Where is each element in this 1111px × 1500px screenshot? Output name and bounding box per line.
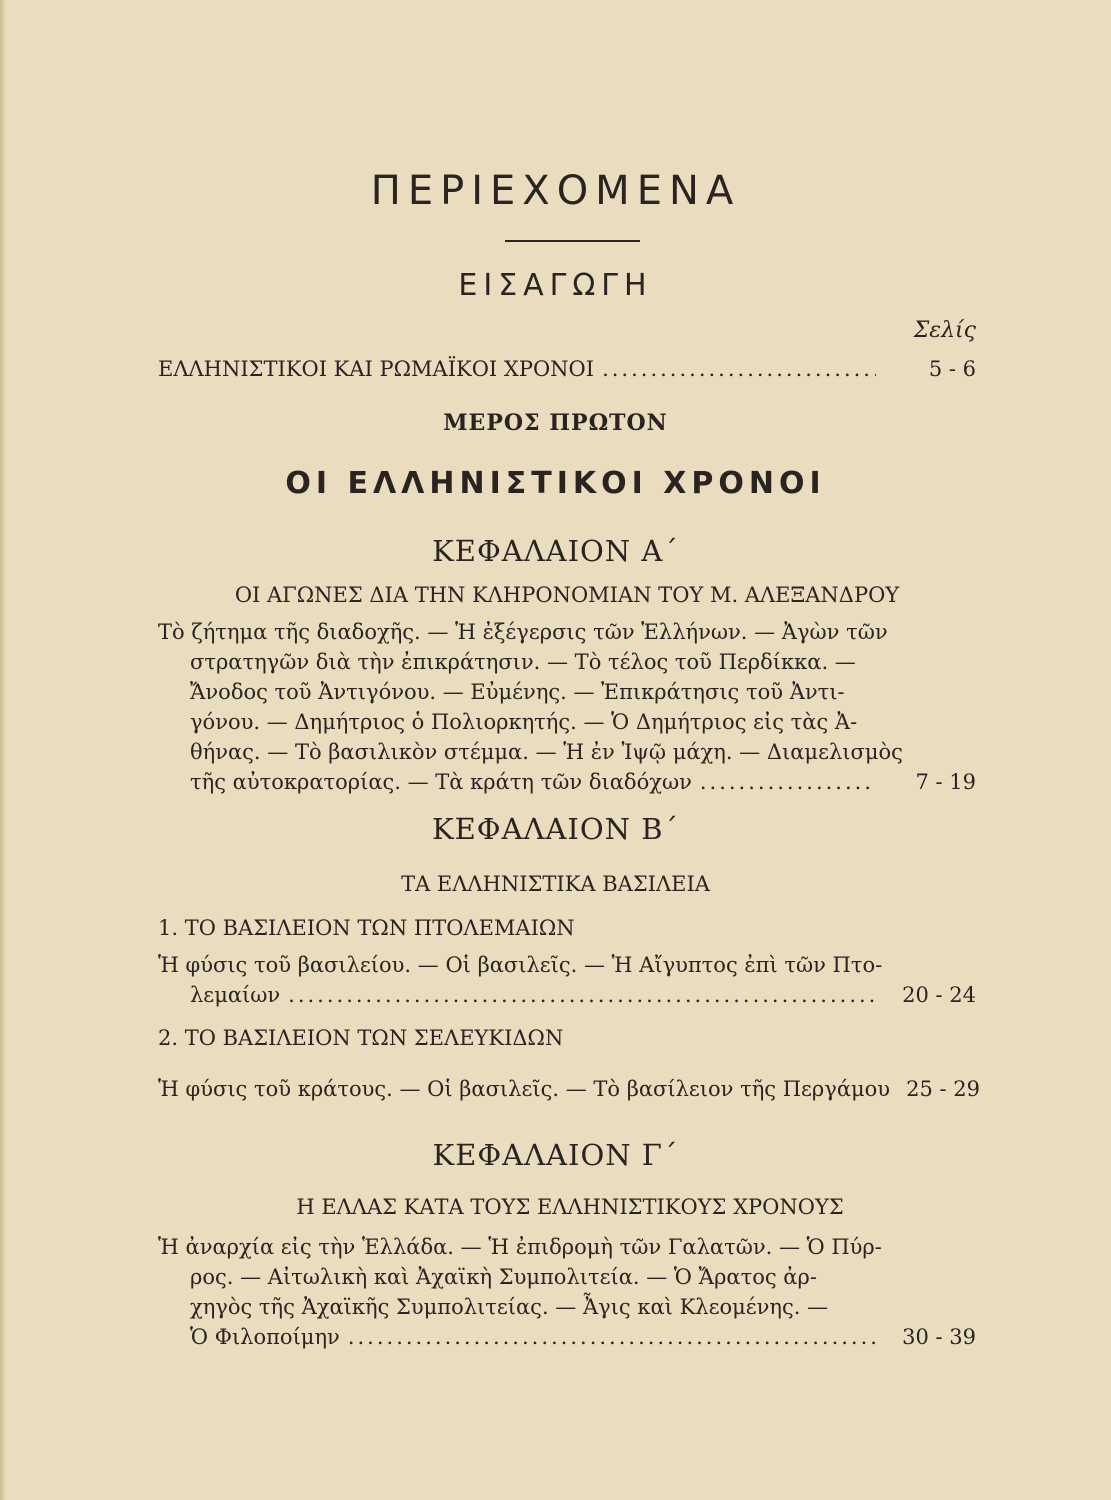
toc-entry-line: Ἡ φύσις τοῦ βασιλείου. — Οἱ βασιλεῖς. — Ἡ Αἴγυπτος ἐπὶ τῶν Πτο- [158,953,883,977]
page-title: ΠΕΡΙΕΧΟΜΕΝΑ [370,168,741,214]
toc-entry-line: Τὸ ζήτημα τῆς διαδοχῆς. — Ἡ ἐξέγερσις τῶν Ἑλλήνων. — Ἀγὼν τῶν [158,620,888,644]
chapter-b-subtitle: ΤΑ ΕΛΛΗΝΙΣΤΙΚΑ ΒΑΣΙΛΕΙΑ [401,872,710,896]
section-seleucids-heading: 2. ΤΟ ΒΑΣΙΛΕΙΟΝ ΤΩΝ ΣΕΛΕΥΚΙΔΩΝ [158,1026,564,1050]
era-heading: ΟΙ ΕΛΛΗΝΙΣΤΙΚΟΙ ΧΡΟΝΟΙ [285,466,826,501]
chapter-b-heading: ΚΕΦΑΛΑΙΟΝ Β΄ [431,812,680,846]
toc-entry-line: Ἄνοδος τοῦ Ἀντιγόνου. — Εὐμένης. — Ἐπικράτησις τοῦ Ἀντι- [190,680,845,704]
page-edge [0,0,6,1500]
toc-entry-chapter-a[interactable] [158,617,976,797]
section-ptolemies-heading: 1. ΤΟ ΒΑΣΙΛΕΙΟΝ ΤΩΝ ΠΤΟΛΕΜΑΙΩΝ [158,916,575,940]
chapter-c-subtitle: Η ΕΛΛΑΣ ΚΑΤΑ ΤΟΥΣ ΕΛΛΗΝΙΣΤΙΚΟΥΣ ΧΡΟΝΟΥΣ [296,1195,844,1219]
dot-leader [288,980,876,1010]
dot-leader [602,354,876,384]
page-range: 25 - 29 [906,1077,980,1101]
toc-entry-chapter-c[interactable] [158,1232,976,1352]
toc-entry-line: τῆς αὐτοκρατορίας. — Τὰ κράτη τῶν διαδόχων [190,770,692,794]
intro-heading: ΕΙΣΑΓΩΓΗ [458,268,653,303]
part-heading: ΜΕΡΟΣ ΠΡΩΤΟΝ [443,410,668,436]
toc-entry-line: Ἡ ἀναρχία εἰς τὴν Ἑλλάδα. — Ἡ ἐπιδρομὴ τῶν Γαλατῶν. — Ὁ Πύρ- [158,1235,882,1259]
dot-leader [348,1322,876,1352]
chapter-a-subtitle: ΟΙ ΑΓΩΝΕΣ ΔΙΑ ΤΗΝ ΚΛΗΡΟΝΟΜΙΑΝ ΤΟΥ Μ. ΑΛΕΞΑΝΔΡΟΥ [234,583,900,607]
toc-entry-intro[interactable] [158,354,976,384]
page-range: 7 - 19 [915,770,976,794]
chapter-a-heading: ΚΕΦΑΛΑΙΟΝ Α΄ [432,534,679,568]
toc-entry-line: γόνου. — Δημήτριος ὁ Πολιορκητής. — Ὁ Δημήτριος εἰς τὰς Ἀ- [190,710,858,734]
toc-entry-line: στρατηγῶν διὰ τὴν ἐπικράτησιν. — Τὸ τέλος τοῦ Περδίκκα. — [190,650,856,674]
toc-entry-line: ρος. — Αἰτωλικὴ καὶ Ἀχαϊκὴ Συμπολιτεία. — Ὁ Ἄρατος ἀρ- [190,1265,817,1289]
toc-entry-line: Ὁ Φιλοποίμην [190,1325,340,1349]
page-range: 20 - 24 [902,983,976,1007]
toc-entry-line: Ἡ φύσις τοῦ κράτους. — Οἱ βασιλεῖς. — Τὸ βασίλειον τῆς Περγάμου [158,1077,891,1101]
toc-entry-seleucids[interactable] [158,1074,980,1104]
toc-entry-ptolemies[interactable] [158,950,976,1010]
toc-entry-text: ΕΛΛΗΝΙΣΤΙΚΟΙ ΚΑΙ ΡΩΜΑΪΚΟΙ ΧΡΟΝΟΙ [158,357,595,381]
toc-entry-line: χηγὸς τῆς Ἀχαϊκῆς Συμπολιτείας. — Ἆγις καὶ Κλεομένης. — [190,1295,829,1319]
title-divider [505,240,640,242]
toc-entry-line: λεμαίων [190,983,281,1007]
page-range: 30 - 39 [902,1325,976,1349]
page-range: 5 - 6 [928,357,976,381]
pages-column-label: Σελίς [913,318,976,343]
chapter-c-heading: ΚΕΦΑΛΑΙΟΝ Γ΄ [432,1138,679,1172]
toc-entry-line: θήνας. — Τὸ βασιλικὸν στέμμα. — Ἡ ἐν Ἰψῷ μάχη. — Διαμελισμὸς [190,740,903,764]
dot-leader [700,767,876,797]
